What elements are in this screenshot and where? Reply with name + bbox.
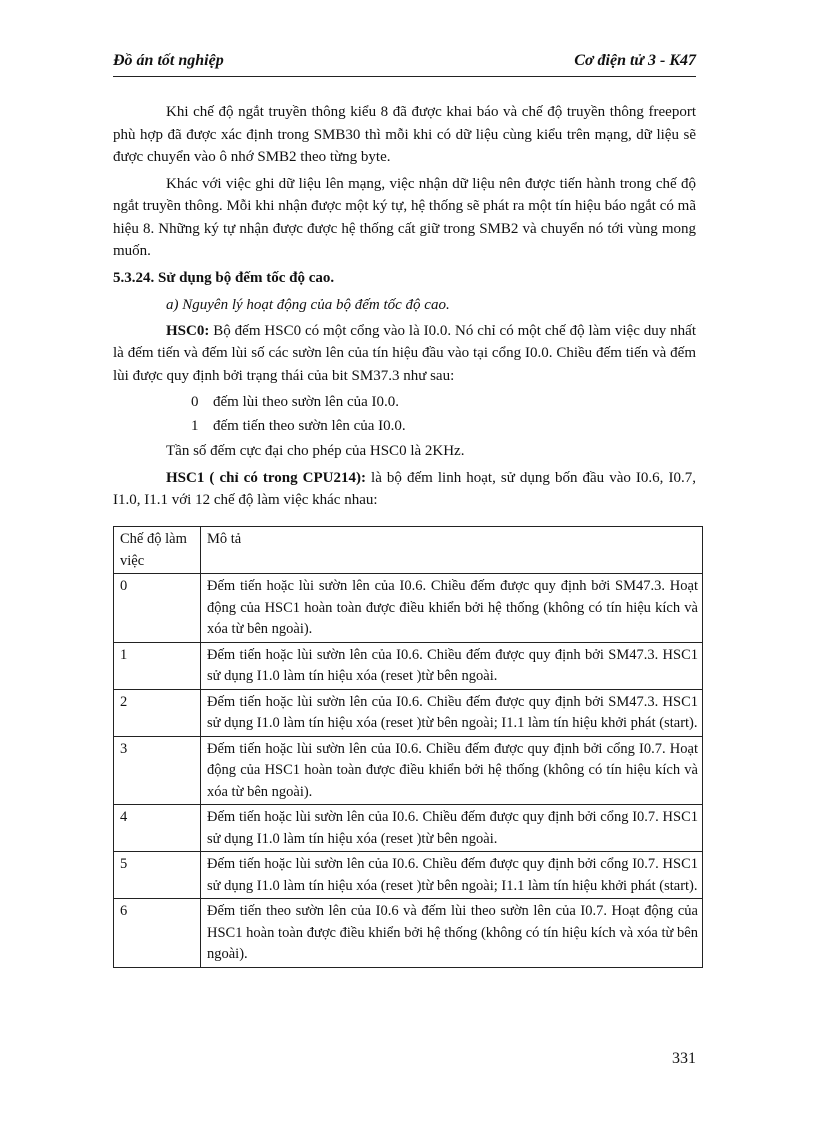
table-row <box>114 852 703 899</box>
table-cell-mode: 4 <box>114 805 201 852</box>
page-number: 331 <box>672 1050 696 1067</box>
page-header <box>113 50 696 77</box>
list-item <box>191 391 696 413</box>
table-row <box>114 689 703 736</box>
table-cell-mode: 3 <box>114 736 201 805</box>
hsc0-text: Bộ đếm HSC0 có một cổng vào là I0.0. Nó chỉ có một chế độ làm việc duy nhất là đếm tiến và đếm lùi số các sườn lên của tín hiệu đầu vào tại cổng I0.0. Chiều đếm tiến và đếm lùi được quy định bởi trạng thái của bit SM37.3 như sau: <box>113 322 696 384</box>
list-item-text: đếm tiến theo sườn lên của I0.0. <box>213 418 406 434</box>
hsc0-label: HSC0: <box>166 322 210 339</box>
paragraph-hsc1 <box>113 467 696 512</box>
page-content <box>113 101 696 516</box>
table-cell-description: Đếm tiến hoặc lùi sườn lên của I0.6. Chiều đếm được quy định bởi cổng I0.7. HSC1 sử dụng I1.0 làm tín hiệu xóa (reset )từ bên ngoài; I1.1 làm tín hiệu khởi phát (start). <box>201 852 703 899</box>
table-row <box>114 736 703 805</box>
list-item-number: 1 <box>191 418 199 434</box>
table-header-description: Mô tả <box>201 527 703 574</box>
paragraph-interrupt-mode: Khi chế độ ngắt truyền thông kiểu 8 đã được khai báo và chế độ truyền thông freeport phù hợp đã được xác định trong SMB30 thì mỗi khi có dữ liệu cùng kiểu trên mạng, dữ liệu sẽ được chuyển vào ô nhớ SMB2 theo từng byte. <box>113 104 696 165</box>
hsc1-modes-table <box>113 526 703 968</box>
subsection-heading: a) Nguyên lý hoạt động của bộ đếm tốc độ cao. <box>166 296 450 313</box>
table-row <box>114 805 703 852</box>
table-cell-mode: 0 <box>114 574 201 643</box>
table-row <box>114 574 703 643</box>
table-cell-description: Đếm tiến hoặc lùi sườn lên của I0.6. Chiều đếm được quy định bởi cổng I0.7. HSC1 sử dụng I1.0 làm tín hiệu xóa (reset )từ bên ngoài. <box>201 805 703 852</box>
table-header-mode: Chế độ làm việc <box>114 527 201 574</box>
list-item-number: 0 <box>191 394 199 410</box>
list-item-text: đếm lùi theo sườn lên của I0.0. <box>213 394 400 410</box>
table-cell-description: Đếm tiến hoặc lùi sườn lên của I0.6. Chiều đếm được quy định bởi cổng I0.7. Hoạt động của HSC1 hoàn toàn được điều khiển bởi hệ thống (không có tín hiệu kích và xóa từ bên ngoài). <box>201 736 703 805</box>
table-cell-mode: 2 <box>114 689 201 736</box>
table-row <box>114 642 703 689</box>
paragraph-receive-data: Khác với việc ghi dữ liệu lên mạng, việc nhận dữ liệu nên được tiến hành trong chế độ ngắt truyền thông. Mỗi khi nhận được một ký tự, hệ thống sẽ phát ra một tín hiệu báo ngắt có mã hiệu 8. Những ký tự nhận được được hệ thống cất giữ trong SMB2 và chuyển nó tới vùng mong muốn. <box>113 175 696 259</box>
table-cell-description: Đếm tiến hoặc lùi sườn lên của I0.6. Chiều đếm được quy định bởi SM47.3. HSC1 sử dụng I1.0 làm tín hiệu xóa (reset )từ bên ngoài. <box>201 642 703 689</box>
hsc1-label: HSC1 ( chỉ có trong CPU214): <box>166 469 366 486</box>
section-heading: 5.3.24. Sử dụng bộ đếm tốc độ cao. <box>113 269 335 286</box>
paragraph-hsc0-frequency: Tần số đếm cực đại cho phép của HSC0 là 2KHz. <box>166 443 465 459</box>
table-header-row <box>114 527 703 574</box>
table-row <box>114 899 703 968</box>
paragraph-hsc0 <box>113 320 696 388</box>
hsc1-text: là bộ đếm linh hoạt, sử dụng bốn đầu vào I0.6, I0.7, I1.0, I1.1 với 12 chế độ làm việc khác nhau: <box>113 469 696 508</box>
table-cell-mode: 5 <box>114 852 201 899</box>
table-cell-description: Đếm tiến hoặc lùi sườn lên của I0.6. Chiều đếm được quy định bởi SM47.3. Hoạt động của HSC1 hoàn toàn được điều khiển bởi hệ thống (không có tín hiệu kích và xóa từ bên ngoài). <box>201 574 703 643</box>
header-title-left: Đồ án tốt nghiệp <box>113 52 224 69</box>
header-title-right: Cơ điện tử 3 - K47 <box>574 52 696 69</box>
table-cell-description: Đếm tiến theo sườn lên của I0.6 và đếm lùi theo sườn lên của I0.7. Hoạt động của HSC1 hoàn toàn được điều khiển bởi hệ thống (không có tín hiệu kích và xóa từ bên ngoài). <box>201 899 703 968</box>
table-cell-description: Đếm tiến hoặc lùi sườn lên của I0.6. Chiều đếm được quy định bởi SM47.3. HSC1 sử dụng I1.0 làm tín hiệu xóa (reset )từ bên ngoài; I1.1 làm tín hiệu khởi phát (start). <box>201 689 703 736</box>
table-cell-mode: 6 <box>114 899 201 968</box>
table-cell-mode: 1 <box>114 642 201 689</box>
list-item <box>191 415 696 437</box>
